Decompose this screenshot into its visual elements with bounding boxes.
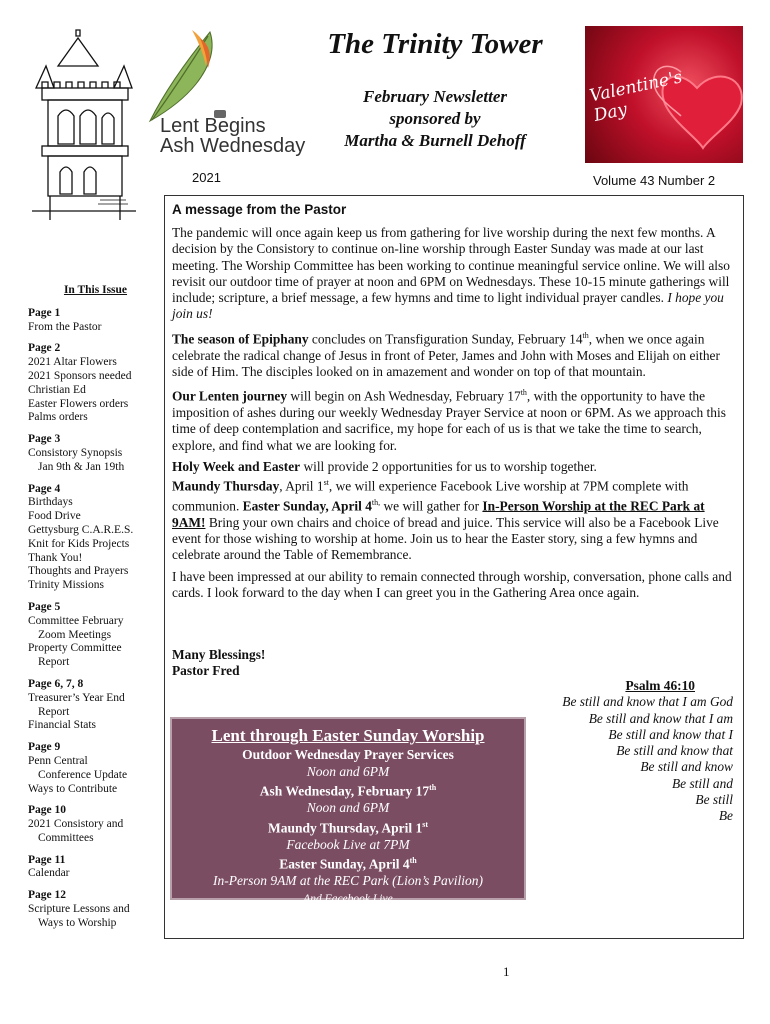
toc-item: Zoom Meetings	[38, 628, 112, 641]
toc-item: Property Committee	[28, 642, 122, 655]
toc-item: Knit for Kids Projects	[28, 537, 130, 550]
message-paragraph-1: The pandemic will once again keep us from gathering for live worship during the next few months. A decision by the Consistory to continue on-line worship through Easter Sunday was made at our last meeting. The Worship Committee has been working to continue meaningful service online. We will also revisit our outdoor time of prayer at noon and 6PM on Wednesdays. These 10-15 minute gatherings will include; scripture, a brief message, a few hymns and time to light individual prayer candles. I hope you join us!	[172, 225, 730, 322]
subtitle-line2: sponsored by	[389, 109, 481, 128]
toc-item: Ways to Contribute	[28, 782, 118, 795]
toc-item: 2021 Consistory and	[28, 818, 124, 831]
message-paragraph-3: Our Lenten journey will begin on Ash Wednesday, February 17th, with the opportunity to have the imposition of ashes during our weekly Wednesday Prayer Service at noon or 6PM. As we approach this time of deep contemplation and sacrifice, my hope for each of us is that we take the time to search, explore, and find what we are looking for.	[172, 388, 726, 453]
psalm-line: Be still and	[672, 775, 733, 791]
toc-page-label: Page 9	[28, 741, 61, 754]
newsletter-subtitle	[310, 86, 560, 152]
toc-item: Thank You!	[28, 551, 83, 564]
church-tower-illustration	[28, 26, 140, 222]
toc-item: Consistory Synopsis	[28, 446, 123, 459]
toc-item: Trinity Missions	[28, 579, 104, 592]
toc-page-label: Page 1	[28, 306, 61, 319]
valentines-day-image	[585, 26, 743, 163]
signature-line1: Many Blessings!	[172, 647, 266, 662]
message-paragraph-2: The season of Epiphany concludes on Transfiguration Sunday, February 14th, when we once again celebrate the radical change of Jesus in front of Peter, James and John with Moses and Elijah on either side of Him. The disciples looked on in amazement and wonder on top of that mountain.	[172, 330, 720, 379]
psalm-line: Be	[718, 808, 733, 824]
subtitle-line3: Martha & Burnell Dehoff	[344, 131, 526, 150]
toc-item: Food Drive	[28, 510, 81, 523]
newsletter-title: The Trinity Tower	[327, 28, 543, 60]
toc-item: Palms orders	[28, 411, 88, 424]
pastor-message-heading: A message from the Pastor	[172, 202, 347, 217]
subtitle-line1: February Newsletter	[362, 87, 508, 106]
toc-item: Treasurer’s Year End	[28, 691, 125, 704]
psalm-line: Be still and know that I am	[588, 710, 733, 726]
toc-page-label: Page 4	[28, 482, 61, 495]
toc-page-label: Page 12	[28, 889, 67, 902]
toc-page-label: Page 6, 7, 8	[28, 677, 84, 690]
toc-item: Conference Update	[38, 768, 128, 781]
lent-box-line3: Ash Wednesday, February 17th	[259, 783, 437, 799]
toc-item: 2021 Sponsors needed	[28, 369, 132, 382]
psalm-line: Be still and know that	[616, 743, 733, 759]
psalm-line: Be still and know that I	[608, 726, 733, 742]
toc-item: Penn Central	[28, 754, 88, 767]
toc-page-label: Page 11	[28, 853, 66, 866]
toc-item: Christian Ed	[28, 383, 86, 396]
toc-heading: In This Issue	[63, 284, 128, 296]
valentines-day-lettering: Valentine's Day	[587, 67, 685, 126]
psalm-heading: Psalm 46:10	[625, 678, 695, 693]
lent-box-line1: Outdoor Wednesday Prayer Services	[242, 747, 454, 762]
issue-volume: Volume 43 Number 2	[593, 173, 716, 188]
psalm-line: Be still and know that I am God	[562, 694, 733, 710]
lent-box-line9: And Facebook Live	[303, 892, 393, 905]
toc-item: Report	[38, 656, 70, 669]
psalm-line: Be still and know	[640, 759, 733, 775]
toc-item: Committee February	[28, 614, 124, 627]
page-number: 1	[503, 964, 510, 979]
lent-logo-line1: Lent Begins	[160, 115, 266, 137]
message-paragraph-4: Holy Week and Easter will provide 2 opportunities for us to worship together. Maundy Thursday, April 1st, we will experience Facebook Live worship at 7PM complete with communion. Easter Sunday, April $4^{th,}$ we will gather for In-Person Worship at the REC Park at 9AM! Bring your own chairs and choice of bread and juice. This service will also be a Facebook Live event for those wishing to worship at home. Join us to hear the Easter story, sing a few hymns and celebrate around the Table of Remembrance.	[172, 458, 719, 563]
lent-box-title: Lent through Easter Sunday Worship	[211, 726, 485, 745]
psalm-line: Be still	[695, 792, 733, 808]
toc-item: Birthdays	[28, 496, 73, 509]
lent-worship-schedule-box	[170, 717, 526, 905]
toc-item: Financial Stats	[28, 719, 97, 732]
lent-box-line5: Maundy Thursday, April 1st	[267, 819, 429, 835]
toc-page-label: Page 5	[28, 600, 61, 613]
toc-item: Ways to Worship	[38, 916, 117, 929]
toc-item: Easter Flowers orders	[28, 397, 129, 410]
toc-item: 2021 Altar Flowers	[28, 356, 117, 369]
toc-item: Scripture Lessons and	[28, 903, 130, 916]
toc-page-label: Page 3	[28, 433, 61, 446]
toc-item: Report	[38, 705, 70, 718]
lent-box-line2: Noon and 6PM	[306, 763, 390, 779]
lent-box-line8: In-Person 9AM at the REC Park (Lion’s Pavilion)	[212, 873, 484, 888]
toc-page-label: Page 2	[28, 342, 61, 355]
toc-item: Thoughts and Prayers	[28, 565, 129, 578]
issue-year: 2021	[192, 170, 221, 185]
message-paragraph-5: I have been impressed at our ability to remain connected through worship, conversation, phone calls and cards. I look forward to the day when I can greet you in the Gathering Area once again.	[172, 568, 732, 600]
toc-page-label: Page 10	[28, 804, 67, 817]
lent-begins-logo-text	[160, 116, 305, 156]
signature-line2: Pastor Fred	[172, 663, 240, 678]
pastor-message-body	[172, 225, 732, 606]
lent-logo-line2: Ash Wednesday	[160, 135, 306, 157]
lent-box-line4: Noon and 6PM	[306, 800, 390, 815]
toc-item: Calendar	[28, 867, 70, 880]
toc-item: Committees	[38, 831, 94, 844]
lent-box-line6: Facebook Live at 7PM	[286, 836, 410, 852]
toc-item: Gettysburg C.A.R.E.S.	[28, 523, 134, 536]
ash-wednesday-feather-logo	[140, 26, 230, 126]
toc-item: Jan 9th & Jan 19th	[38, 460, 125, 473]
in-this-issue-sidebar	[28, 284, 163, 931]
toc-item: From the Pastor	[28, 320, 102, 333]
psalm-verse	[500, 678, 733, 825]
lent-box-line7: Easter Sunday, April 4th	[279, 856, 417, 872]
pastor-signature	[172, 647, 265, 679]
